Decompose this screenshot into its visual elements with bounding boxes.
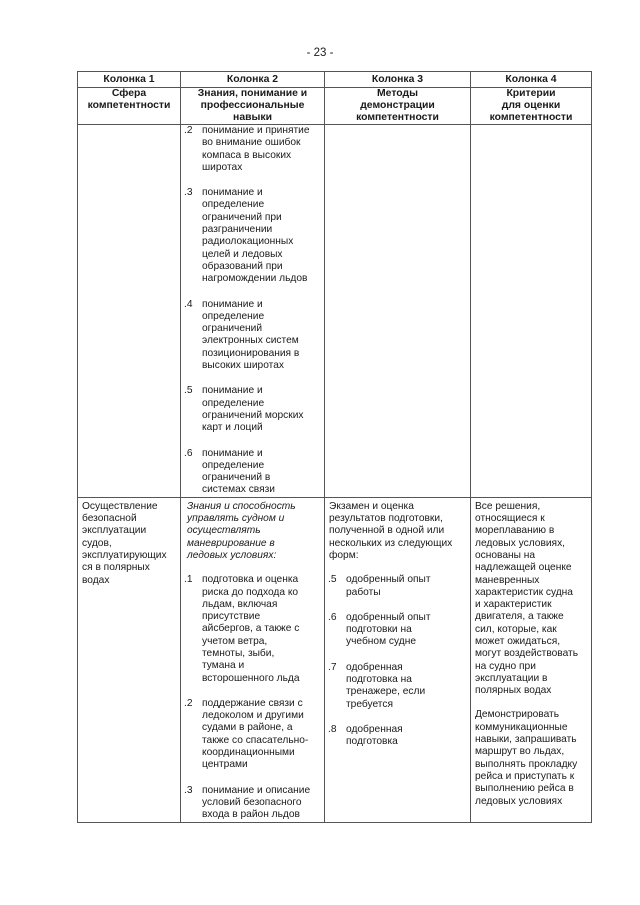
header-column-3: Колонка 3 [325,72,471,88]
item-line: целей и ледовых [202,248,283,260]
criteria-line: характеристик судна [475,586,573,598]
competence-line: эксплуатации [82,525,147,537]
item-number: .3 [184,187,193,199]
header-line: Критерии [506,88,556,99]
item-line: позиционирования в [202,347,300,359]
item-line: во внимание ошибок [202,137,301,149]
item-line: всторошенного льда [202,672,300,684]
item-text [202,574,324,685]
criteria-line: коммуникационные [475,721,568,733]
row1-knowledge-cell [181,125,325,498]
header-line: для оценки [501,100,561,111]
competence-line: Осуществление [82,500,158,512]
criteria-line: выполнению рейса в [475,783,574,795]
item-number: .6 [184,447,193,459]
item-number: .5 [184,385,193,397]
competence-line: эксплуатирующих [82,549,167,561]
item-text [346,662,470,711]
item-text [346,612,470,649]
item-line: высоких широтах [202,360,284,372]
item-line: также со спасательно- [202,734,309,746]
header-line: Сфера [111,88,147,99]
item-line: нагромождении льдов [202,273,308,285]
item-line: радиолокационных [202,236,294,248]
header-column-4: Колонка 4 [471,72,592,88]
list-item [325,612,470,649]
item-line: входа в район льдов [202,809,300,821]
item-line: подготовка [346,736,398,748]
intro-line: нескольких из следующих [329,537,453,549]
header-line: профессиональные [200,100,305,111]
criteria-line: и характеристик [475,599,552,611]
criteria-line: Демонстрировать [475,709,560,721]
criteria-line: может ожидаться, [475,635,561,647]
intro-line: маневрирование в [187,537,275,549]
item-line: учебном судне [346,636,416,648]
list-item [181,785,324,822]
item-number: .1 [184,574,193,586]
item-line: координационными [202,747,295,759]
item-number: .7 [328,661,337,673]
item-line: айсбергов, а также с [202,623,300,635]
header-row-columns [78,72,592,88]
item-number: .2 [184,697,193,709]
row1-methods-cell [325,125,471,498]
header-line: демонстрации [360,100,435,111]
header-criteria [471,88,592,125]
item-text [202,187,324,285]
item-line: учетом ветра, [202,635,268,647]
intro-line: управлять судном и [187,513,285,525]
intro-line: ледовых условиях: [187,549,277,561]
item-line: подготовка и оценка [202,574,299,586]
item-line: определение [202,397,265,409]
item-line: ограничений при [202,211,282,223]
header-row-titles [78,88,592,125]
row2-competence-cell [78,497,181,822]
item-number: .4 [184,298,193,310]
criteria-line: маршрут во льдах, [475,746,565,758]
list-item [325,724,470,749]
item-line: поддержание связи с [202,697,303,709]
header-line: компетентности [87,100,171,111]
criteria-line: могут воздействовать [475,648,579,660]
criteria-line: надлежащей оценке [475,562,572,574]
item-line: ограничений [202,323,263,335]
list-item [181,125,324,174]
row1-competence-cell [78,125,181,498]
item-line: одобренный опыт [346,611,431,623]
criteria-line: на судно при [475,660,536,672]
item-line: подготовки на [346,624,412,636]
criteria-line: сил, которые, как [475,623,557,635]
item-line: темноты, зыби, [202,647,275,659]
header-knowledge [181,88,325,125]
item-text [202,125,324,174]
item-line: ледоколом и другими [202,710,304,722]
item-line: системах связи [202,484,275,496]
intro-line: форм: [329,549,359,561]
header-line: Знания, понимание и [197,88,308,99]
criteria-line: основаны на [475,549,536,561]
row2-criteria-cell [471,497,592,822]
item-text [346,574,470,599]
item-line: одобренный опыт [346,574,431,586]
intro-line: Знания и способность [187,500,296,512]
item-line: тренажере, если [346,686,426,698]
item-line: образований при [202,260,283,272]
list-item [181,698,324,772]
item-line: риска до подхода ко [202,586,299,598]
table-row [78,497,592,822]
item-line: присутствие [202,611,261,623]
header-column-1: Колонка 1 [78,72,181,88]
item-number: .8 [328,723,337,735]
header-methods [325,88,471,125]
criteria-line: двигателя, а также [475,611,564,623]
list-item [181,574,324,685]
item-line: тумана и [202,660,245,672]
page-number: - 23 - [306,47,334,59]
criteria-line: эксплуатации в [475,672,548,684]
item-line: условий безопасного [202,796,302,808]
criteria-line: Все решения, [475,500,541,512]
competence-line: безопасной [82,513,137,525]
item-number: .2 [184,125,193,136]
item-text [202,299,324,373]
criteria-line: навыки, запрашивать [475,734,577,746]
item-line: широтах [202,161,243,173]
item-text [202,448,324,497]
intro-line: Экзамен и оценка [329,500,414,512]
item-line: одобренная [346,661,403,673]
item-line: понимание и [202,447,263,459]
item-line: понимание и [202,187,263,199]
list-item [181,385,324,434]
item-line: разграничении [202,224,273,236]
item-line: требуется [346,698,393,710]
header-line: Методы [377,88,418,99]
header-line: компетентности [489,112,573,123]
item-line: понимание и описание [202,784,311,796]
item-line: работы [346,586,381,598]
item-text [202,785,324,822]
criteria-line: полярных водах [475,685,552,697]
intro-line: осуществлять [187,525,261,537]
list-item [181,187,324,285]
table-row [78,125,592,498]
item-number: .6 [328,611,337,623]
item-line: подготовка на [346,673,412,685]
header-line: навыки [233,112,272,123]
item-line: ограничений в [202,472,271,484]
list-item [181,299,324,373]
item-line: понимание и принятие [202,125,310,136]
row1-criteria-cell [471,125,592,498]
competence-line: ся в полярных [82,562,150,574]
item-line: судами в районе, а [202,722,293,734]
item-number: .3 [184,784,193,796]
criteria-line: маневренных [475,574,540,586]
item-text [202,385,324,434]
header-column-2: Колонка 2 [181,72,325,88]
item-line: карт и лоций [202,422,263,434]
item-line: ограничений морских [202,409,304,421]
item-line: компаса в высоких [202,149,292,161]
item-number: .5 [328,574,337,586]
item-line: льдам, включая [202,598,278,610]
item-line: определение [202,310,265,322]
competence-line: водах [82,574,110,586]
competence-line: судов, [82,537,112,549]
criteria-line: мореплаванию в [475,525,555,537]
item-line: определение [202,459,265,471]
row2-knowledge-cell [181,497,325,822]
criteria-line: относящиеся к [475,513,545,525]
item-text [202,698,324,772]
item-line: понимание и [202,385,263,397]
criteria-line: ледовых условиях [475,795,563,807]
list-item [181,448,324,497]
intro-line: полученной в одной или [329,525,445,537]
item-text [346,724,470,749]
list-item [325,574,470,599]
item-line: понимание и [202,298,263,310]
intro-line: результатов подготовки, [329,513,443,525]
item-line: одобренная [346,723,403,735]
competence-table [77,71,592,823]
row2-methods-cell [325,497,471,822]
header-line: компетентности [356,112,439,123]
list-item [325,662,470,711]
item-line: определение [202,199,265,211]
header-competence-area [78,88,181,125]
criteria-line: ледовых условиях, [475,537,565,549]
item-line: электронных систем [202,335,299,347]
criteria-line: рейса и приступать к [475,770,575,782]
criteria-line: выполнять прокладку [475,758,578,770]
item-line: центрами [202,759,248,771]
